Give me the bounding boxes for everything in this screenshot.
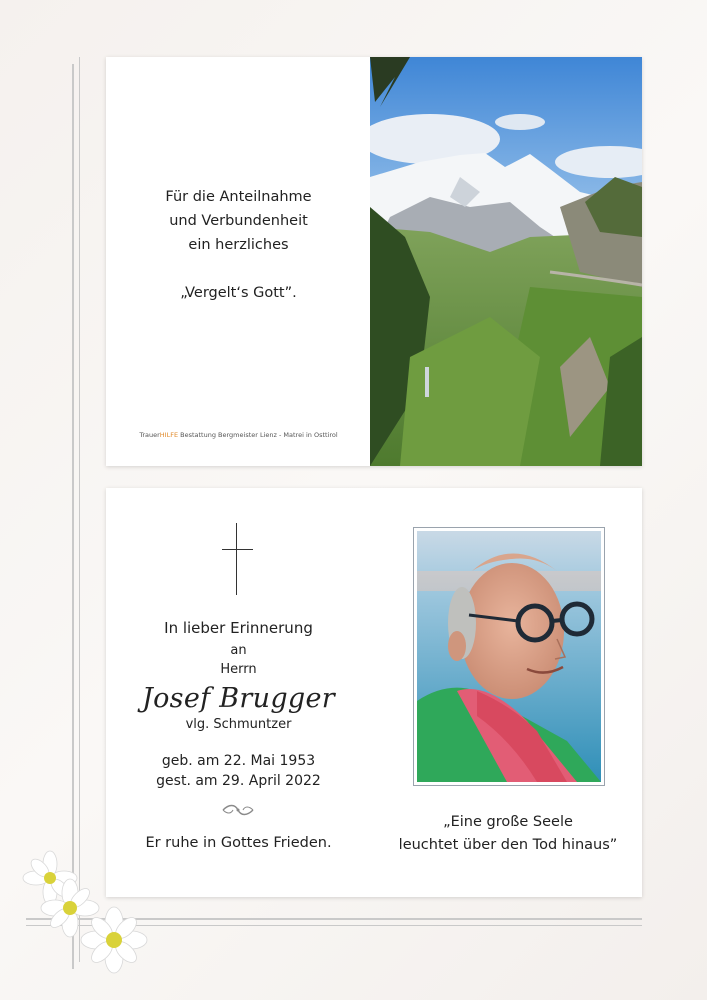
portrait-photo xyxy=(417,531,601,782)
cross-icon-bar xyxy=(222,549,253,550)
an-text: an xyxy=(230,643,247,658)
title-herrn: Herrn xyxy=(220,662,257,677)
birth-date: geb. am 22. Mai 1953 xyxy=(161,753,316,769)
thanks-line-2: und Verbundenheit xyxy=(169,213,308,229)
thanks-text xyxy=(106,185,371,305)
mountain-landscape-image xyxy=(370,57,642,466)
death-date: gest. am 29. April 2022 xyxy=(156,773,321,789)
memorial-card xyxy=(106,488,642,897)
undertaker-rest: Bestattung Bergmeister Lienz - Matrei in Osttirol xyxy=(178,431,338,439)
undertaker-prefix: Trauer xyxy=(139,431,160,439)
deceased-name: Josef Brugger xyxy=(142,683,335,714)
in-memory-heading: In lieber Erinnerung xyxy=(164,619,313,637)
thanks-card xyxy=(106,57,642,466)
portrait-frame xyxy=(413,527,605,786)
undertaker-highlight: HILFE xyxy=(159,431,179,439)
thanks-line-3: ein herzliches xyxy=(188,237,289,253)
quote-line-2: leuchtet über den Tod hinaus” xyxy=(398,837,618,853)
frame-line-vertical-1 xyxy=(72,64,74,969)
ornament-icon xyxy=(219,802,257,818)
thanks-line-1: Für die Anteilnahme xyxy=(165,189,312,205)
vulgo-name: vlg. Schmuntzer xyxy=(185,717,292,732)
rest-in-peace: Er ruhe in Gottes Frieden. xyxy=(145,835,332,851)
memorial-text-column xyxy=(106,488,371,897)
vergelts-gott: „Vergelt‘s Gott”. xyxy=(180,285,297,301)
edelweiss-flowers-icon xyxy=(22,850,152,980)
undertaker-credit xyxy=(106,431,371,439)
cross-icon xyxy=(236,523,237,595)
quote-line-1: „Eine große Seele xyxy=(443,814,573,830)
frame-line-vertical-2 xyxy=(79,57,80,962)
